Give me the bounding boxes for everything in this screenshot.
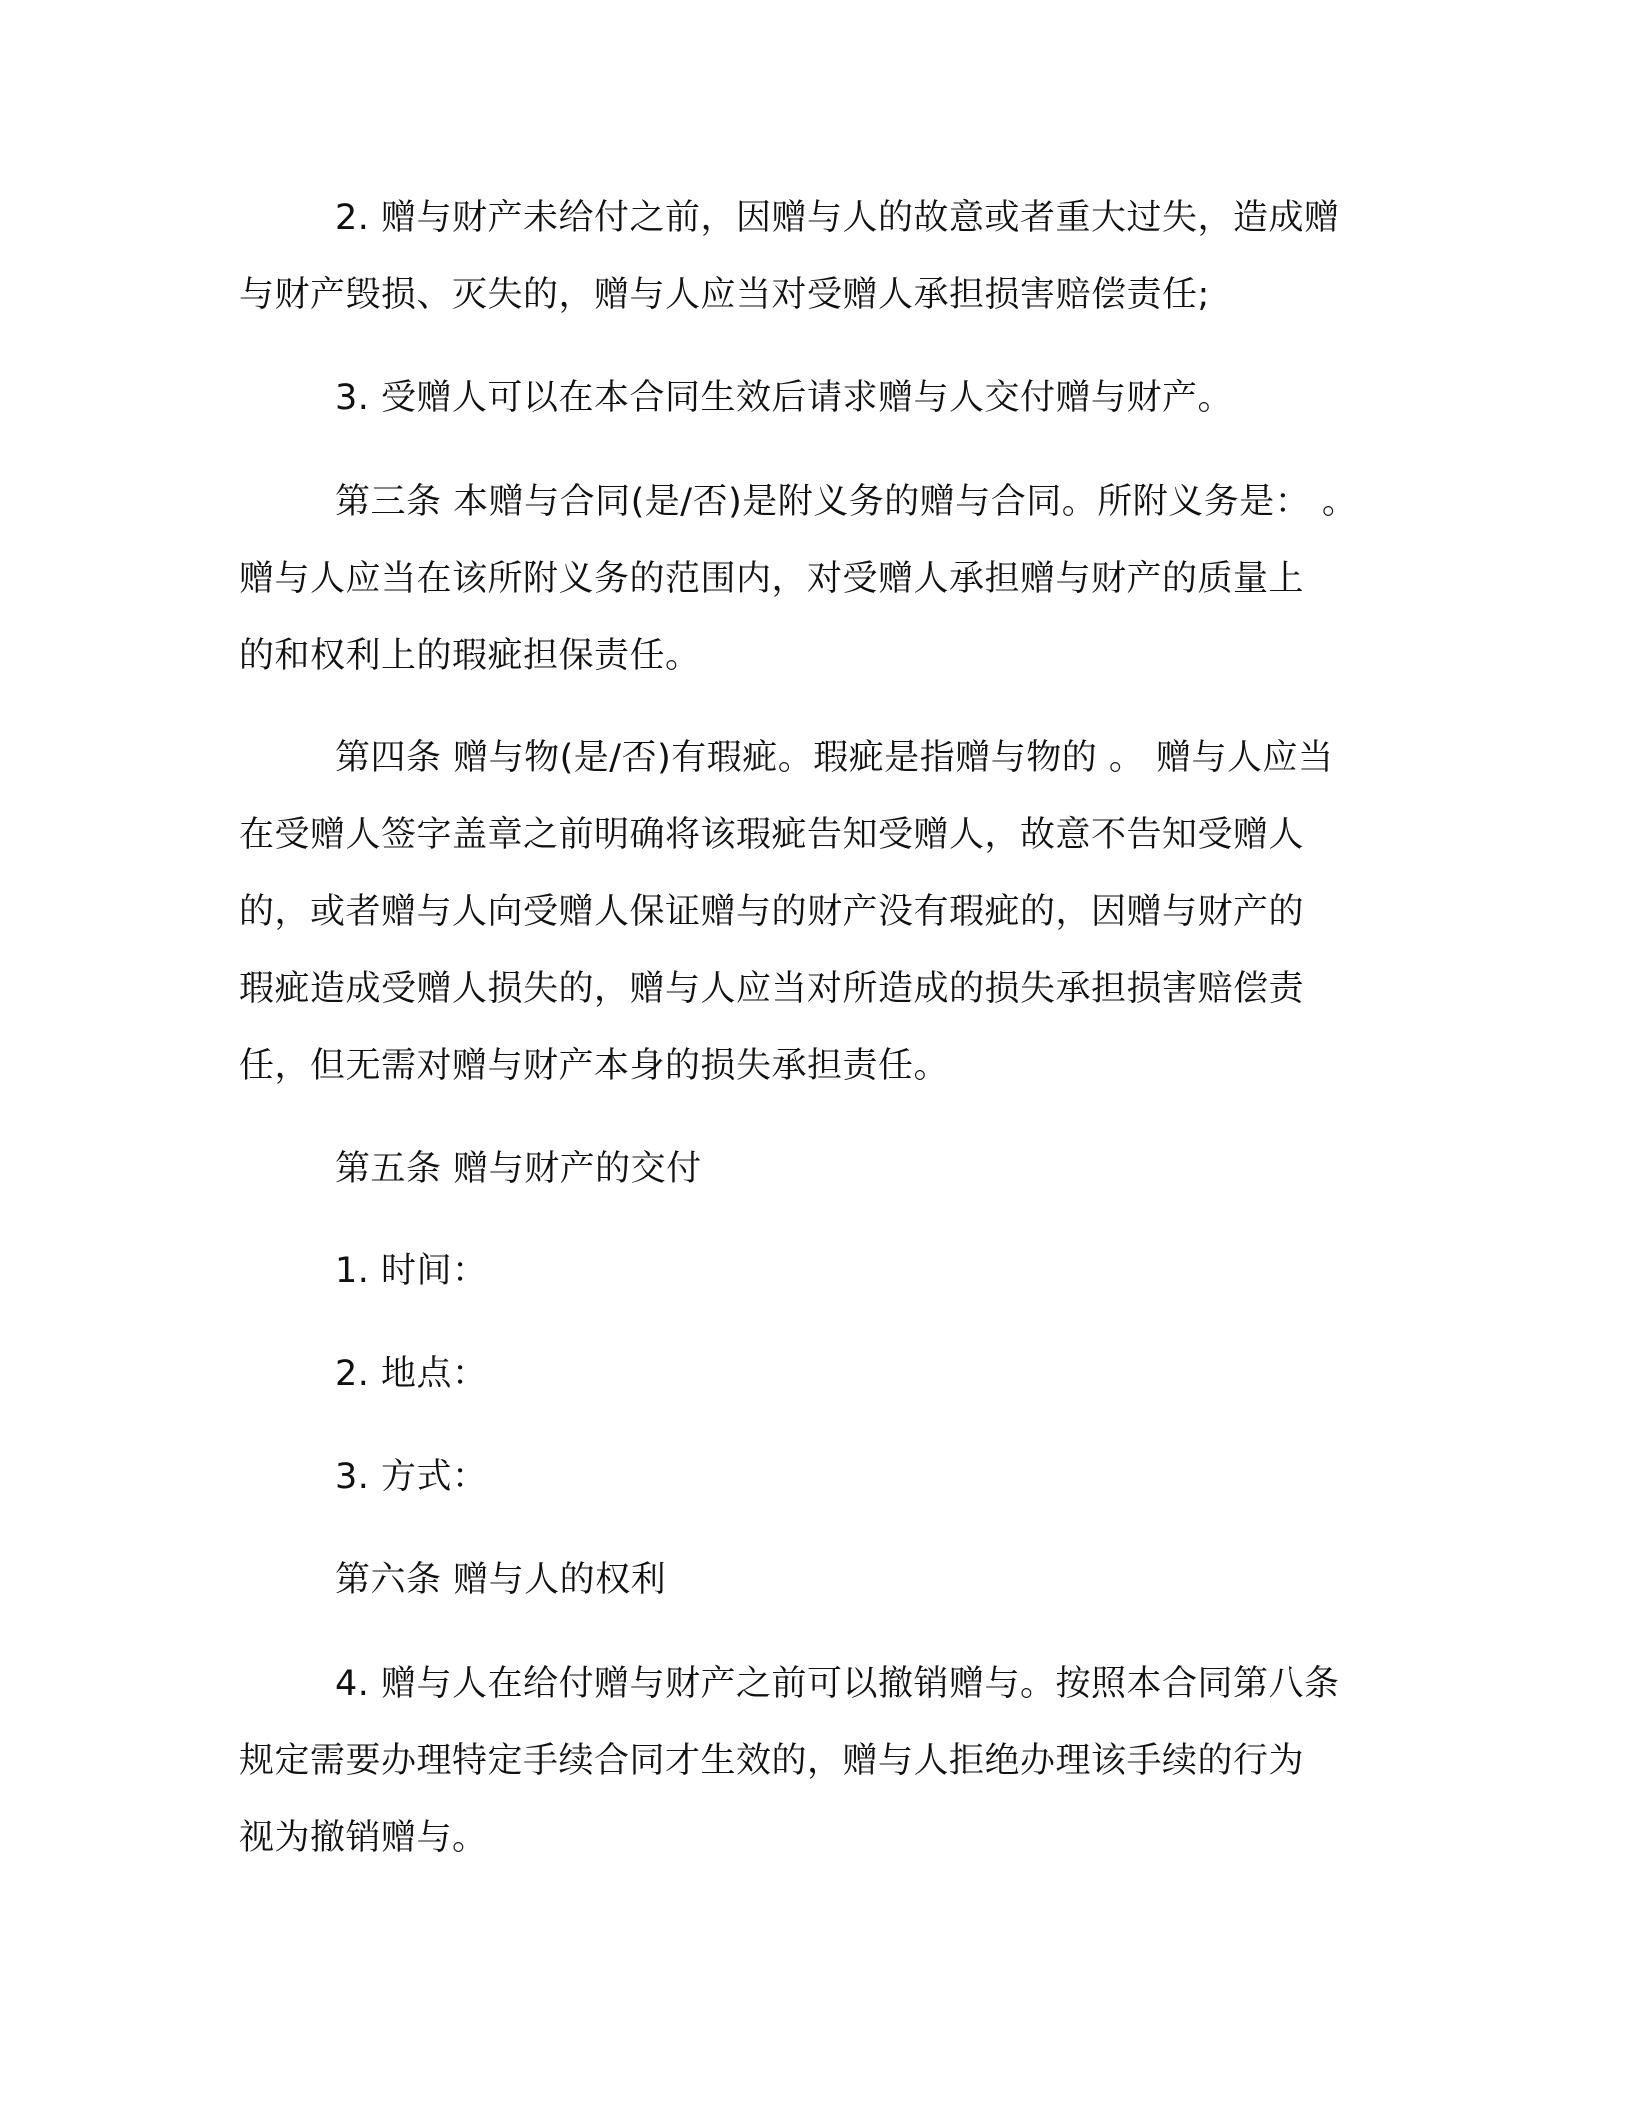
text-line: 在受赠人签字盖章之前明确将该瑕疵告知受赠人，故意不告知受赠人 [239,815,1305,855]
text-line: 第四条 赠与物(是/否)有瑕疵。瑕疵是指赠与物的 。 赠与人应当 [335,738,1334,778]
text-line: 2. 赠与财产未给付之前，因赠与人的故意或者重大过失，造成赠 [335,198,1340,238]
article-5-place-item: 2. 地点： [335,1354,488,1394]
clause-3-paragraph [239,360,1389,437]
text-line: 与财产毁损、灭失的，赠与人应当对受赠人承担损害赔偿责任; [239,275,1210,315]
article-4-paragraph [239,720,1389,1105]
article-3-paragraph [239,464,1389,695]
text-line: 赠与人应当在该所附义务的范围内，对受赠人承担赠与财产的质量上 [239,559,1305,599]
article-5-method-item: 3. 方式： [335,1457,488,1497]
text-line: 3. 受赠人可以在本合同生效后请求赠与人交付赠与财产。 [335,378,1234,418]
text-line: 的和权利上的瑕疵担保责任。 [239,636,701,676]
article-6-title: 第六条 赠与人的权利 [335,1560,667,1600]
article-5-title: 第五条 赠与财产的交付 [335,1149,702,1189]
clause-2-paragraph [239,180,1389,334]
text-line: 瑕疵造成受赠人损失的，赠与人应当对所造成的损失承担损害赔偿责 [239,969,1305,1009]
text-line: 视为撤销赠与。 [239,1818,488,1858]
text-line: 规定需要办理特定手续合同才生效的，赠与人拒绝办理该手续的行为 [239,1741,1305,1781]
text-line: 任，但无需对赠与财产本身的损失承担责任。 [239,1046,950,1086]
clause-4-paragraph [239,1646,1389,1877]
text-line: 4. 赠与人在给付赠与财产之前可以撤销赠与。按照本合同第八条 [335,1664,1340,1704]
article-5-time-item: 1. 时间： [335,1251,488,1291]
text-line: 的，或者赠与人向受赠人保证赠与的财产没有瑕疵的，因赠与财产的 [239,892,1305,932]
text-line: 第三条 本赠与合同(是/否)是附义务的赠与合同。所附义务是： 。 [335,482,1358,522]
